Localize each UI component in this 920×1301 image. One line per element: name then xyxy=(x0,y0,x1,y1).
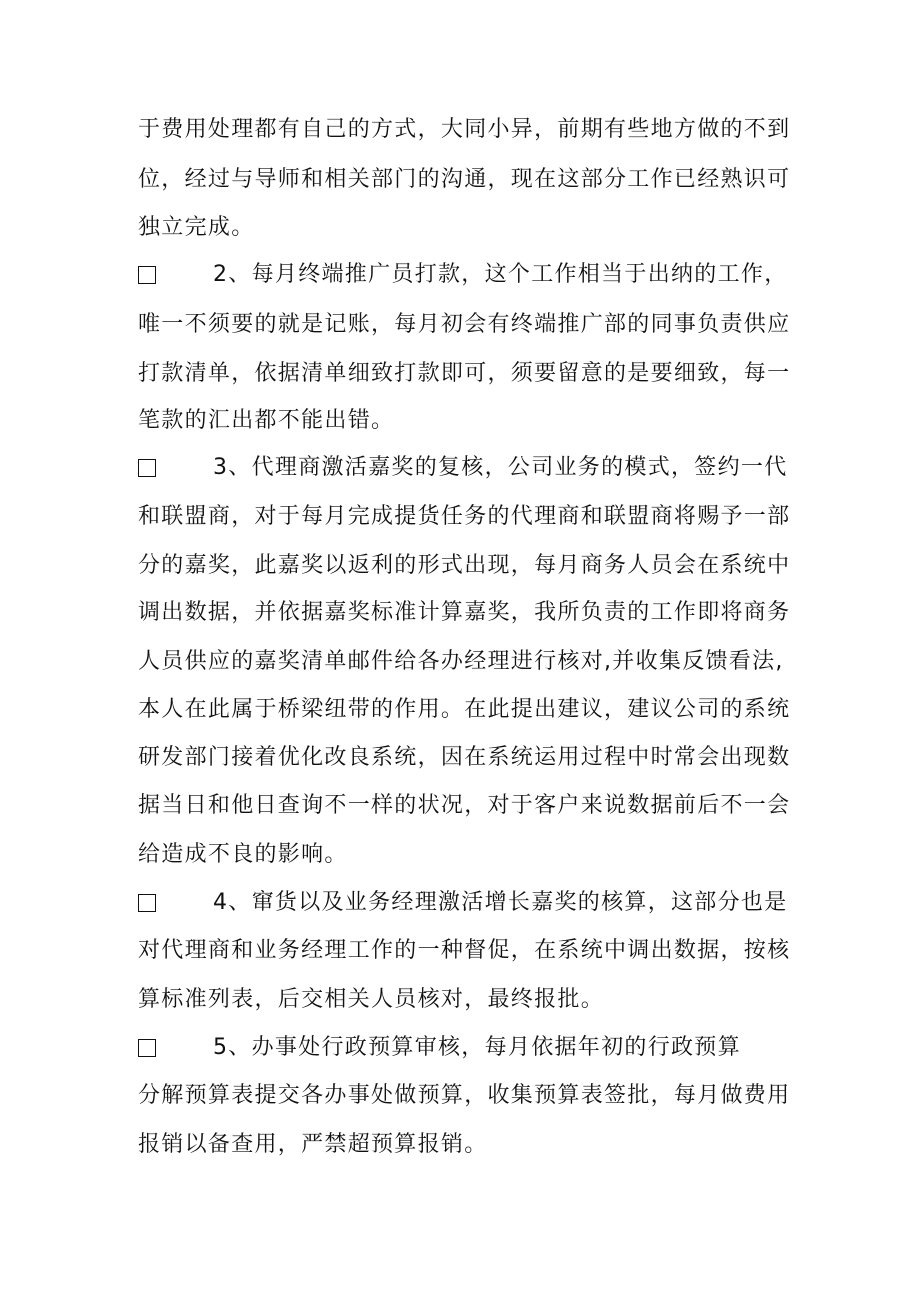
item-4-line-2: 算标准列表，后交相关人员核对，最终报批。 xyxy=(138,987,605,1012)
item-3-line-2: 分的嘉奖，此嘉奖以返利的形式出现，每月商务人员会在系统中 xyxy=(138,553,791,578)
intro-line-1: 于费用处理都有自己的方式，大同小异，前期有些地方做的不到 xyxy=(138,117,791,142)
item-3-line-5: 本人在此属于桥梁纽带的作用。在此提出建议，建议公司的系统 xyxy=(138,697,791,722)
item-5-line-1: 分解预算表提交各办事处做预算，收集预算表签批，每月做费用 xyxy=(138,1083,791,1108)
item-3-heading: 3、代理商激活嘉奖的复核，公司业务的模式，签约一代 xyxy=(213,455,788,480)
item-3-line-8: 给造成不良的影响。 xyxy=(138,842,348,867)
item-5-line-2: 报销以备查用，严禁超预算报销。 xyxy=(138,1132,488,1157)
item-3-line-4: 人员供应的嘉奖清单邮件给各办经理进行核对,并收集反馈看法, xyxy=(138,649,784,674)
item-2-line-2: 打款清单，依据清单细致打款即可，须要留意的是要细致，每一 xyxy=(138,361,791,386)
checkbox-item-5[interactable] xyxy=(138,1039,156,1057)
item-3-line-6: 研发部门接着优化改良系统，因在系统运用过程中时常会出现数 xyxy=(138,745,791,770)
checkbox-item-4[interactable] xyxy=(138,894,156,912)
item-3-line-1: 和联盟商，对于每月完成提货任务的代理商和联盟商将赐予一部 xyxy=(138,504,791,529)
checkbox-item-2[interactable] xyxy=(138,266,156,284)
item-4-heading: 4、窜货以及业务经理激活增长嘉奖的核算，这部分也是 xyxy=(213,890,788,915)
item-4-line-1: 对代理商和业务经理工作的一种督促，在系统中调出数据，按核 xyxy=(138,938,791,963)
checkbox-item-3[interactable] xyxy=(138,459,156,477)
intro-line-3: 独立完成。 xyxy=(138,215,255,240)
item-2-line-1: 唯一不须要的就是记账，每月初会有终端推广部的同事负责供应 xyxy=(138,312,791,337)
intro-line-2: 位，经过与导师和相关部门的沟通，现在这部分工作已经熟识可 xyxy=(138,167,791,192)
item-3-line-7: 据当日和他日查询不一样的状况，对于客户来说数据前后不一会 xyxy=(138,793,791,818)
item-5-heading: 5、办事处行政预算审核，每月依据年初的行政预算 xyxy=(213,1035,741,1060)
item-2-line-3: 笔款的汇出都不能出错。 xyxy=(138,408,395,433)
item-3-line-3: 调出数据，并依据嘉奖标准计算嘉奖，我所负责的工作即将商务 xyxy=(138,600,791,625)
item-2-heading: 2、每月终端推广员打款，这个工作相当于出纳的工作， xyxy=(213,262,788,287)
